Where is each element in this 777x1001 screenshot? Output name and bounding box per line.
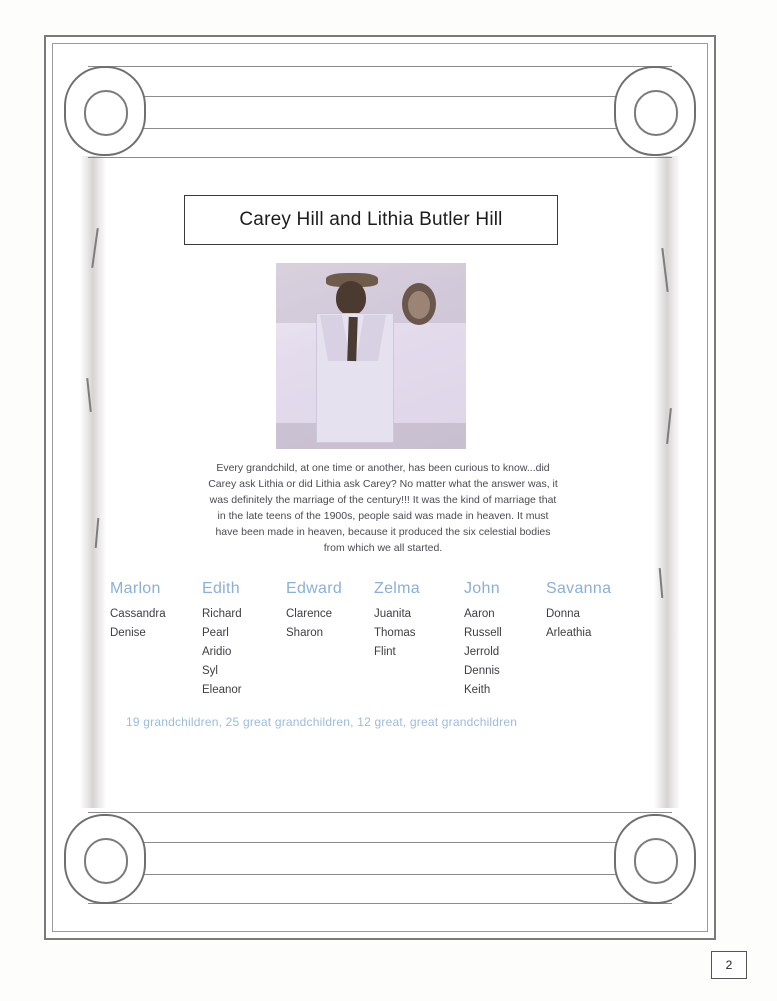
child-name: Flint xyxy=(374,646,396,658)
child-name: Dennis xyxy=(464,665,500,677)
family-photo xyxy=(276,263,466,449)
family-column-zelma xyxy=(374,580,458,700)
title-box xyxy=(184,195,558,245)
child-name: Aridio xyxy=(202,646,232,658)
child-name: Eleanor xyxy=(202,684,242,696)
child-name: Thomas xyxy=(374,627,416,639)
child-name: Clarence xyxy=(286,608,333,620)
photo-woman-face xyxy=(408,291,430,319)
parent-name: Edward xyxy=(286,580,343,597)
family-column-john xyxy=(464,580,540,700)
child-name: Donna xyxy=(546,608,580,620)
family-column-edith xyxy=(202,580,280,700)
child-name: Syl xyxy=(202,665,218,677)
parent-name: Savanna xyxy=(546,580,612,597)
parent-name: Edith xyxy=(202,580,240,597)
descendants-grid xyxy=(110,580,650,700)
child-name: Richard xyxy=(202,608,242,620)
child-name: Russell xyxy=(464,627,502,639)
child-name: Denise xyxy=(110,627,146,639)
page-number: 2 xyxy=(725,958,733,972)
intro-paragraph: Every grandchild, at one time or another, has been curious to know...did Carey ask Lithia or did Lithia ask Carey? No matter what the answer was, it was definitely the marriage of the century!!! It was the kind of marriage that in the late teens of the 1900s, people said was made in heaven. It must have been made in heaven, because it produced the six celestial bodies from which we all started. xyxy=(208,462,558,554)
family-column-savanna xyxy=(546,580,636,700)
page-number-box xyxy=(711,951,747,979)
family-column-marlon xyxy=(110,580,196,700)
child-name: Jerrold xyxy=(464,646,500,658)
descendants-summary: 19 grandchildren, 25 great grandchildren, 12 great, great grandchildren xyxy=(126,715,518,729)
photo-man-head xyxy=(336,281,366,315)
child-name: Juanita xyxy=(374,608,412,620)
child-name: Sharon xyxy=(286,627,324,639)
child-name: Cassandra xyxy=(110,608,166,620)
child-name: Keith xyxy=(464,684,491,696)
photo-tie xyxy=(347,317,358,361)
child-name: Arleathia xyxy=(546,627,592,639)
page-title: Carey Hill and Lithia Butler Hill xyxy=(239,209,503,230)
parent-name: John xyxy=(464,580,500,597)
family-column-edward xyxy=(286,580,368,700)
child-name: Aaron xyxy=(464,608,495,620)
child-name: Pearl xyxy=(202,627,229,639)
parent-name: Marlon xyxy=(110,580,161,597)
parent-name: Zelma xyxy=(374,580,420,597)
